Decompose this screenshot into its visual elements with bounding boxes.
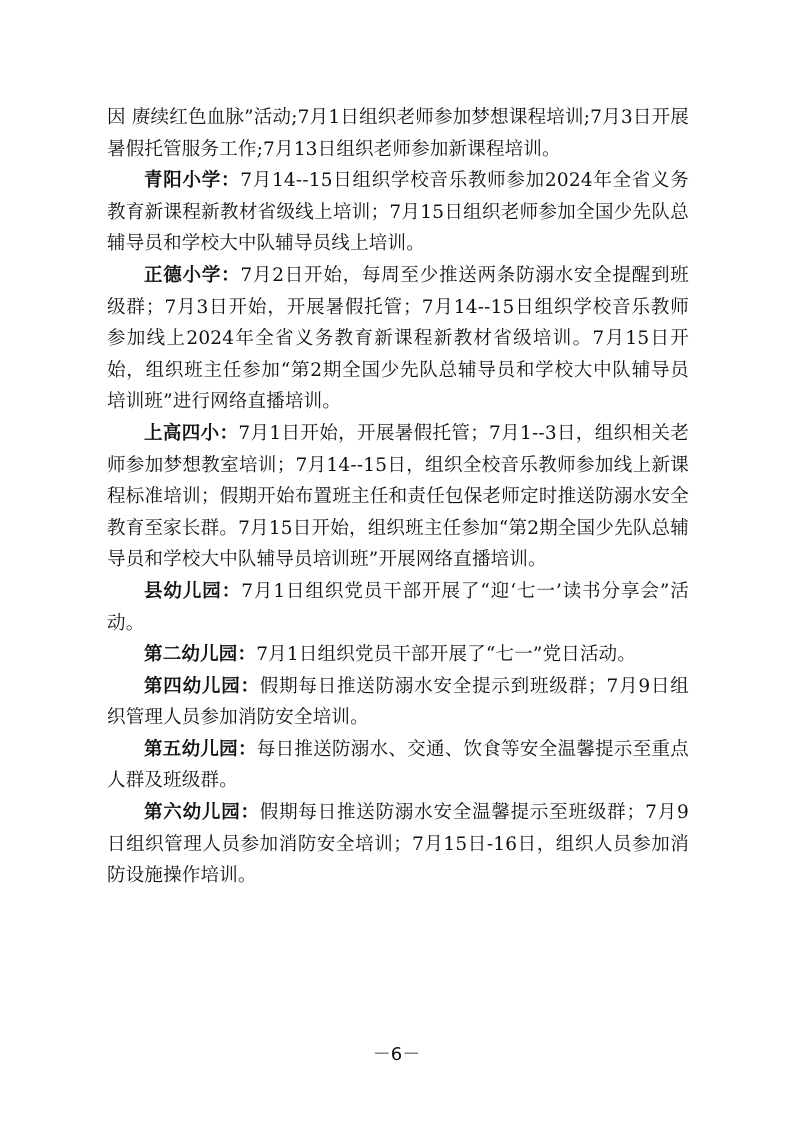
paragraph-text: 7月1日组织党员干部开展了“迎‘七一’读书分享会”活动。 bbox=[107, 580, 689, 634]
paragraph-text: 7月1日组织党员干部开展了“七一”党日活动。 bbox=[256, 644, 637, 666]
paragraph-text: 每日推送防溺水、交通、饮食等安全温馨提示至重点人群及班级群。 bbox=[107, 738, 689, 792]
paragraph-zhengde-primary bbox=[107, 260, 689, 418]
paragraph-fifth-kindergarten bbox=[107, 734, 689, 797]
org-name: 正德小学： bbox=[144, 264, 241, 286]
org-name: 第五幼儿园： bbox=[144, 738, 257, 760]
org-name: 县幼儿园： bbox=[144, 580, 242, 602]
paragraph-text: 7月1日开始，开展暑假托管；7月1--3日，组织相关老师参加梦想教室培训；7月14--15日，组织全校音乐教师参加线上新课程标准培训；假期开始布置班主任和责任包保老师定时推送防溺水安全教育至家长群。7月15日开始，组织班主任参加“第2期全国少先队总辅导员和学校大中队辅导员培训班”开展网络直播培训。 bbox=[107, 422, 689, 571]
org-name: 上高四小： bbox=[144, 422, 239, 444]
paragraph-text: 因 赓续红色血脉”活动;7月1日组织老师参加梦想课程培训;7月3日开展暑假托管服务工作;7月13日组织老师参加新课程培训。 bbox=[107, 107, 689, 160]
org-name: 第六幼儿园： bbox=[144, 802, 260, 824]
paragraph-county-kindergarten bbox=[107, 576, 689, 639]
org-name: 第二幼儿园： bbox=[144, 644, 257, 666]
paragraph-second-kindergarten bbox=[107, 639, 689, 671]
paragraph-continuation bbox=[107, 102, 689, 165]
document-body bbox=[107, 102, 689, 892]
page-number: －6－ bbox=[372, 1044, 421, 1065]
paragraph-text: 假期每日推送防溺水安全温馨提示至班级群；7月9日组织管理人员参加消防安全培训；7月15日-16日，组织人员参加消防设施操作培训。 bbox=[107, 802, 689, 887]
paragraph-fourth-kindergarten bbox=[107, 671, 689, 734]
paragraph-text: 7月2日开始，每周至少推送两条防溺水安全提醒到班级群；7月3日开始，开展暑假托管；7月14--15日组织学校音乐教师参加线上2024年全省义务教育新课程新教材省级培训。7月15日开始，组织班主任参加“第2期全国少先队总辅导员和学校大中队辅导员培训班”进行网络直播培训。 bbox=[107, 264, 689, 413]
org-name: 青阳小学： bbox=[144, 170, 241, 192]
paragraph-shanggao-fourth bbox=[107, 418, 689, 576]
paragraph-text: 7月14--15日组织学校音乐教师参加2024年全省义务教育新课程新教材省级线上培训；7月15日组织老师参加全国少先队总辅导员和学校大中队辅导员线上培训。 bbox=[107, 170, 689, 255]
paragraph-sixth-kindergarten bbox=[107, 797, 689, 892]
paragraph-qingyang-primary bbox=[107, 165, 689, 260]
paragraph-text: 假期每日推送防溺水安全提示到班级群；7月9日组织管理人员参加消防安全培训。 bbox=[107, 675, 689, 729]
org-name: 第四幼儿园： bbox=[144, 675, 260, 697]
